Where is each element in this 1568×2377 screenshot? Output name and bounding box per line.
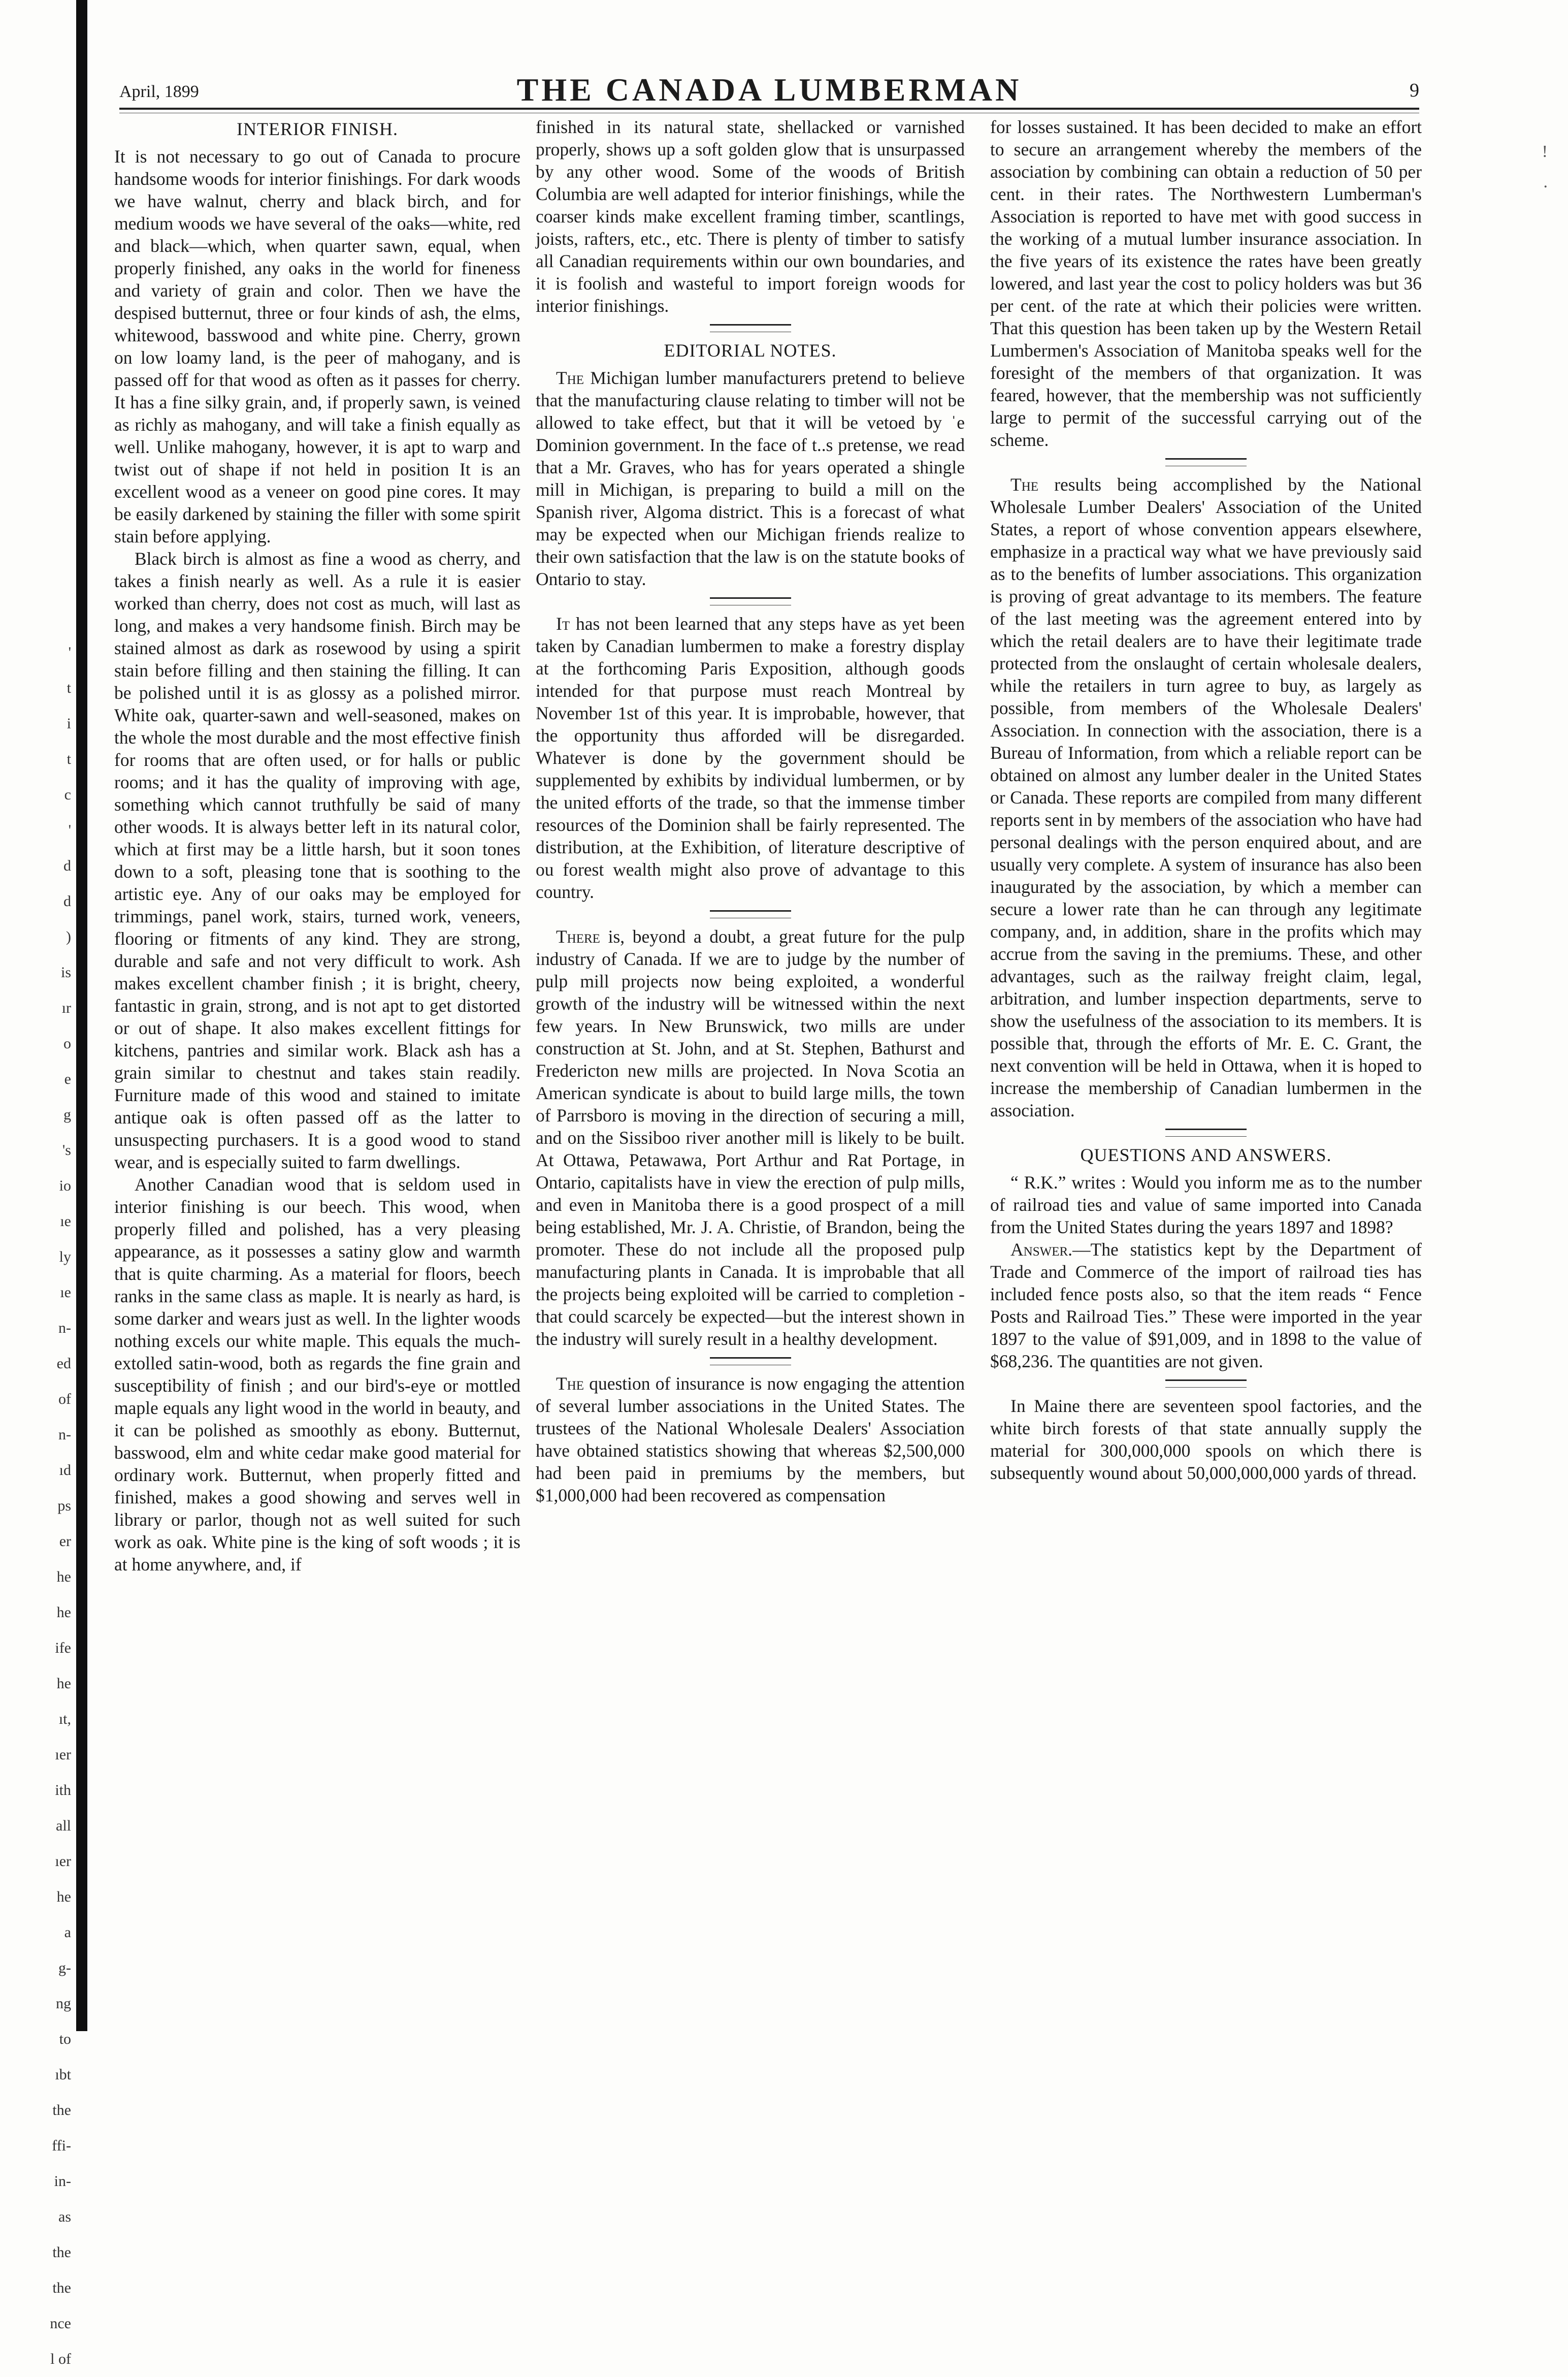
paragraph [536,367,965,590]
margin-fragment: ' [68,644,71,661]
lead-word: It [556,614,570,634]
paragraph [990,473,1422,1121]
separator [1165,458,1247,466]
paragraph: It is not necessary to go out of Canada to procure handsome woods for interior finishings. For dark woods we have walnut, cherry and black birch, and for medium woods we have several of the oaks—white, red and black—which, when quarter sawn, equal, when properly finished, any oaks in the world for fineness and variety of grain and color. Then we have the despised butternut, three or four kinds of ash, the elms, whitewood, basswood and white pine. Cherry, grown on low loamy land, is the peer of mahogany, and is passed off for that wood as often as it passes for cherry. It has a fine silky grain, and, if properly sawn, is veined as richly as mahogany, and will take a finish equally as well. Unlike mahogany, however, it is apt to warp and twist out of shape if not held in position It is an excellent wood as a veneer on good pine cores. It may be easily darkened by staining the filler with some spirit stain before applying. [114,146,520,547]
paragraph-text: has not been learned that any steps have as yet been taken by Canadian lumbermen to make a forestry display at the forthcoming Paris Exposition, although goods intended for that purpose must reach Montreal by November 1st of this year. It is improbable, however, that the opportunity thus afforded will be disregarded. Whatever is done by the government should be supplemented by exhibits by individual lumbermen, or by the united efforts of the trade, so that the immense timber resources of the Dominion shall be fairly represented. The distribution, at the Exhibition, of literature descriptive of ou forest wealth might also prove of advantage to this country. [536,614,965,902]
page-number: 9 [1410,80,1419,101]
separator [1165,1379,1247,1388]
margin-fragment: the [52,2279,71,2296]
section-separator [1165,1129,1247,1137]
paragraph [536,925,965,1350]
margin-fragment: ıd [59,1462,71,1479]
paragraph [536,1372,965,1506]
article-heading: INTERIOR FINISH. [237,119,398,139]
margin-fragment: ly [59,1248,71,1265]
page-header [119,71,1419,107]
margin-fragment: 's [62,1142,71,1159]
margin-fragment: n- [58,1320,71,1336]
margin-fragment: he [56,1568,71,1585]
margin-fragment: is [60,964,71,981]
margin-fragment: to [59,2031,71,2047]
margin-fragment: ıt, [58,1711,71,1727]
margin-mark: ! [1542,142,1548,161]
paragraph-text: Michigan lumber manufacturers pretend to believe that the manufacturing clause relating to timber will not be allowed to take effect, but that it will be vetoed by ˈe Dominion government. In the face of t..s pretense, we read that a Mr. Graves, who has for years operated a shingle mill in Michigan, is preparing to build a mill on the Spanish river, Algoma district. This is a forecast of what may be expected when our Michigan friends realize to their own satisfaction that the law is on the statute books of Ontario to stay. [536,368,965,589]
margin-fragment: e [64,1071,71,1087]
column-1 [114,116,520,1576]
column-3 [990,116,1422,1484]
separator [710,597,791,605]
paragraph: finished in its natural state, shellacked or varnished properly, shows up a soft golden glow that is unsurpassed by any other wood. Some of the woods of British Columbia are well adapted for interior finishings, while the coarser kinds make excellent framing timber, scantlings, joists, rafters, etc., etc. There is plenty of timber to satisfy all Canadian requirements within our own boundaries, and it is foolish and wasteful to import foreign woods for interior finishings. [536,117,965,316]
margin-fragment: ) [66,928,71,945]
margin-fragment: g- [58,1960,71,1976]
margin-fragment: ng [56,1995,71,2012]
separator [710,1357,791,1365]
margin-fragment: in- [54,2173,71,2190]
paragraph-text: —The statistics kept by the Department of Trade and Commerce of the import of railroad ties has included fence posts also, so that the item reads “ Fence Posts and Railroad Ties.” These were imported in the year 1897 to the value of $91,009, and in 1898 to the value of $68,236. The quantities are not given. [990,1239,1422,1371]
margin-fragment: as [58,2208,71,2225]
margin-fragment: c [64,786,71,803]
section-separator [710,324,791,332]
margin-fragment: ıbt [55,2066,71,2083]
issue-date: April, 1899 [119,82,199,101]
masthead: THE CANADA LUMBERMAN [516,72,1022,108]
margin-fragment: ffi- [52,2137,71,2154]
margin-fragment: ps [57,1497,71,1514]
margin-fragment: ır [61,1000,71,1016]
lead-word: The [556,368,584,388]
paragraph-text: results being accomplished by the National Wholesale Lumber Dealers' Association of the United States, a report of whose convention appears elsewhere, emphasize in a practical way what we have previously said as to the benefits of lumber associations. This organization is proving of great advantage to its members. The feature of the last meeting was the agreement entered into by which the retail dealers are to have their legitimate trade protected from the onslaught of certain wholesale dealers, while the retailers in turn agree to buy, as largely as possible, from members of the Wholesale Dealers' Association. In connection with the association, there is a Bureau of Information, from which a reliable report can be obtained on almost any lumber dealer in the United States or Canada. These reports are compiled from many different reports sent in by members of the association who have had personal dealings with the person enquired about, and are usually very complete. A system of insurance has also been inaugurated by the association, by which a member can secure a lower rate than he can through any legitimate company, and, in addition, share in the profits which may accrue from the saving in the premiums. These, and other advantages, such as the railway freight claim, legal, arbitration, and lumber inspection departments, serve to show the usefulness of the association to its members. It is possible that, through the efforts of Mr. E. C. Grant, the next convention will be held in Ottawa, when it is hoped to increase the membership of Canadian lumbermen in the association. [990,474,1422,1120]
margin-fragment: all [56,1817,71,1834]
margin-fragment: t [67,680,71,696]
section-heading: QUESTIONS AND ANSWERS. [1080,1145,1332,1165]
margin-fragment: d [63,893,71,910]
paragraph-text: question of insurance is now engaging the attention of several lumber associations in the United States. The trustees of the National Wholesale Dealers' Association have obtained statistics showing that whereas $2,500,000 had been paid in premiums by the members, but $1,000,000 had been recovered as compensation [536,1373,965,1505]
margin-fragment: he [56,1675,71,1692]
paragraph-text: is, beyond a doubt, a great future for the pulp industry of Canada. If we are to judge by the number of pulp mill projects now being exploited, a wonderful growth of the industry will be witnessed within the next few years. In New Brunswick, two mills are under construction at St. John, and at St. Stephen, Bathurst and Fredericton new mills are projected. In Nova Scotia an American syndicate is about to build large mills, the town of Parrsboro is moving in the direction of securing a mill, and on the Sissiboo river another mill is likely to be built. At Ottawa, Petawawa, Port Arthur and Rat Portage, in Ontario, capitalists have in view the erection of pulp mills, and even in Manitoba there is a good prospect of a mill being established, Mr. J. A. Christie, of Brandon, being the promoter. These do not include all the proposed pulp manufacturing plants in Canada. It is improbable that all the projects being exploited will be carried to completion - that could scarcely be expected—but the interest shown in the industry will surely result in a healthy development. [536,926,965,1349]
margin-fragment: he [56,1888,71,1905]
margin-fragment: er [59,1533,71,1550]
left-margin-fragments [20,635,71,2377]
margin-fragment: t [67,751,71,767]
lead-word: The [556,1373,584,1394]
margin-fragment: l of [50,2351,71,2367]
margin-fragment: ' [68,822,71,839]
margin-fragment: io [59,1177,71,1194]
margin-fragment: ıe [60,1284,71,1301]
margin-fragment: d [63,857,71,874]
section-heading: EDITORIAL NOTES. [664,340,837,361]
header-rule [119,108,1419,110]
margin-mark: . [1543,173,1548,191]
question: “ R.K.” writes : Would you inform me as to the number of railroad ties and value of same imported into Canada from the United States during the years 1897 and 1898? [990,1172,1422,1237]
paragraph [536,613,965,903]
margin-fragment: a [64,1924,71,1941]
separator [710,910,791,918]
lead-word: There [556,926,600,947]
paragraph: In Maine there are seventeen spool factories, and the white birch forests of that state annually supply the material for 300,000,000 spools on which there is subsequently wound about 50,000,000,000 yards of thread. [990,1396,1422,1483]
column-2 [536,116,965,1506]
margin-fragment: ed [56,1355,71,1372]
paragraph: Black birch is almost as fine a wood as cherry, and takes a finish nearly as well. As a rule it is easier worked than cherry, does not cost as much, will last as long, and makes a very handsome finish. Birch may be stained almost as dark as rosewood by using a spirit stain before filling and then staining the filling. It can be polished until it is as glossy as a polished mirror. White oak, quarter-sawn and well-seasoned, makes on the whole the most durable and the most effective finish for rooms that are often used, or for halls or public rooms; and it has the quality of improving with age, something which cannot truthfully be said of many other woods. It is always better left in its natural color, which at first may be a little harsh, but it soon tones down to a soft, pleasing tone that is soothing to the artistic eye. Any of our oaks may be employed for trimmings, panel work, stairs, turned work, veneers, flooring or fitments of any kind. They are strong, durable and safe and not very difficult to work. Ash makes excellent chamber finish ; it is bright, cheery, fantastic in grain, strong, and is not apt to get distorted or out of shape. It also makes excellent fittings for kitchens, pantries and similar work. Black ash has a grain similar to chestnut and takes stain readily. Furniture made of this wood and stained to imitate antique oak is often passed off as the latter to unsuspecting purchasers. It is a good wood to stand wear, and is especially suited to farm dwellings. [114,549,520,1172]
margin-fragment: ith [55,1782,71,1798]
lead-word: The [1010,474,1039,495]
margin-fragment: nce [50,2315,71,2332]
binding-edge [76,0,87,2031]
margin-fragment: i [67,715,71,732]
margin-fragment: ife [55,1640,71,1656]
margin-fragment: o [63,1035,71,1052]
margin-fragment: of [58,1391,71,1407]
lead-word: Answer. [1010,1239,1073,1260]
margin-fragment: he [56,1604,71,1621]
margin-fragment: the [52,2102,71,2118]
answer [990,1238,1422,1372]
margin-fragment: g [63,1106,71,1123]
margin-fragment: ıer [55,1746,71,1763]
margin-fragment: ıer [55,1853,71,1870]
margin-fragment: the [52,2244,71,2261]
paragraph: for losses sustained. It has been decided to make an effort to secure an arrangement whereby the members of the association by combining can obtain a reduction of 50 per cent. in their rates. The Northwestern Lumberman's Association is reported to have met with good success in the working of a mutual lumber insurance association. In the five years of its existence the rates have been greatly lowered, and last year the cost to policy holders was but 36 per cent. of the rate at which their policies were written. That this question has been taken up by the Western Retail Lumbermen's Association of Manitoba speaks well for the foresight of the members of that organization. It was feared, however, that the membership was not sufficiently large to permit of the successful carrying out of the scheme. [990,117,1422,450]
margin-fragment: n- [58,1426,71,1443]
paragraph: Another Canadian wood that is seldom used in interior finishing is our beech. This wood, when properly filled and polished, has a very pleasing appearance, as it possesses a satiny glow and warmth that is quite charming. As a material for floors, beech ranks in the same class as maple. It is nearly as hard, is some darker and wears just as well. In the lighter woods nothing excels our white maple. This equals the much-extolled satin-wood, both as regards the fine grain and susceptibility of finish ; and our bird's-eye or mottled maple equals any light wood in the world in beauty, and it can be polished as smoothly as ebony. Butternut, basswood, elm and white cedar make good material for ordinary work. Butternut, when properly fitted and finished, makes a good showing and serves well in library or parlor, though not as well suited for such work as oak. White pine is the king of soft woods ; it is at home anywhere, and, if [114,1174,520,1575]
margin-fragment: ıe [60,1213,71,1230]
